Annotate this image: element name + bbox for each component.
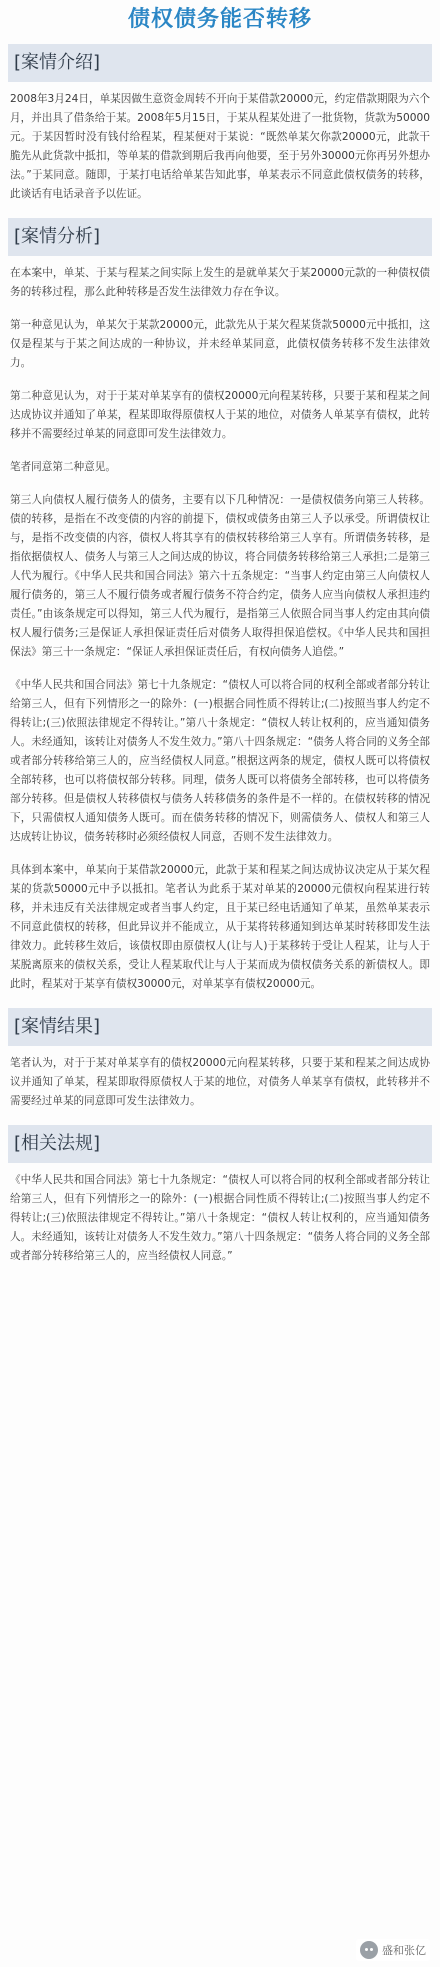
analysis-paragraph: 第三人向债权人履行债务人的债务，主要有以下几种情况：一是债权债务向第三人转移。债的转移，是指在不改变债的内容的前提下，债权或债务由第三人予以承受。所谓债权让与，是指不改变债的内容，债权人将其享有的债权转移给第三人享有。所谓债务转移，是指依据债权人、债务人与第三人之间达成的协议，将合同债务转移给第三人承担;二是第三人代为履行。《中华人民共和国合同法》第六十五条规定：“当事人约定由第三人向债权人履行债务的，第三人不履行债务或者履行债务不符合约定，债务人应当向债权人承担违约责任。”由该条规定可以得知，第三人代为履行，是指第三人依照合同当事人约定由其向债权人履行债务;三是保证人承担保证责任后对债务人取得担保追偿权。《中华人民共和国担保法》第三十一条规定：“保证人承担保证责任后，有权向债务人追偿。”: [10, 494, 430, 658]
analysis-paragraph: 第二种意见认为，对于于某对单某享有的债权20000元向程某转移，只要于某和程某之间达成协议并通知了单某，程某即取得原债权人于某的地位，对债务人单某享有债权，此转移并不需要经过单某的同意即可发生法律效力。: [10, 390, 430, 440]
analysis-paragraph: 笔者同意第二种意见。: [10, 461, 116, 473]
article-title: 债权债务能否转移: [127, 7, 312, 32]
law-paragraph: 《中华人民共和国合同法》第七十九条规定：“债权人可以将合同的权利全部或者部分转让给第三人，但有下列情形之一的除外：(一)根据合同性质不得转让;(二)按照当事人约定不得转让;(三)依照法律规定不得转让。”第八十条规定：“债权人转让权利的，应当通知债务人。未经通知，该转让对债务人不发生效力。”第八十四条规定：“债务人将合同的义务全部或者部分转移给第三人的，应当经债权人同意。”: [10, 1174, 430, 1262]
result-paragraph: 笔者认为，对于于某对单某享有的债权20000元向程某转移，只要于某和程某之间达成协议并通知了单某，程某即取得原债权人于某的地位，对债务人单某享有债权，此转移并不需要经过单某的同意即可发生法律效力。: [10, 1057, 430, 1107]
section-heading-law: [相关法规]: [8, 1125, 432, 1163]
watermark-text: 盛和张亿: [382, 1944, 426, 1957]
analysis-paragraph: 在本案中，单某、于某与程某之间实际上发生的是就单某欠于某20000元款的一种债权债务的转移过程，那么此种转移是否发生法律效力存在争议。: [10, 267, 430, 298]
section-heading-intro: [案情介绍]: [8, 44, 432, 82]
analysis-paragraph: 《中华人民共和国合同法》第七十九条规定：“债权人可以将合同的权利全部或者部分转让给第三人，但有下列情形之一的除外：(一)根据合同性质不得转让;(二)按照当事人约定不得转让;(三)依照法律规定不得转让。”第八十条规定：“债权人转让权利的，应当通知债务人。未经通知，该转让对债务人不发生效力。”第八十四条规定：“债务人将合同的义务全部或者部分转移给第三人的，应当经债权人同意。”根据这两条的规定，债权人既可以将债权全部转移，也可以将债权部分转移。同理，债务人既可以将债务全部转移，也可以将债务部分转移。但是债权人转移债权与债务人转移债务的条件是不一样的。在债权转移的情况下，只需债权人通知债务人既可。而在债务转移的情况下，则需债务人、债权人和第三人达成转让协议，债务转移时必须经债权人同意，否则不发生法律效力。: [10, 679, 430, 843]
section-heading-result: [案情结果]: [8, 1008, 432, 1046]
analysis-paragraph: 第一种意见认为，单某欠于某款20000元，此款先从于某欠程某货款50000元中抵扣，这仅是程某与于某之间达成的一种协议，并未经单某同意，此债权债务转移不发生法律效力。: [10, 319, 430, 369]
section-heading-analysis: [案情分析]: [8, 218, 432, 256]
watermark: [356, 1939, 430, 1961]
wechat-icon: [360, 1941, 378, 1959]
intro-paragraph: 2008年3月24日，单某因做生意资金周转不开向于某借款20000元，约定借款期限为六个月，并出具了借条给于某。2008年5月15日，于某从程某处进了一批货物，货款为50000元。于某因暂时没有钱付给程某，程某便对于某说：“既然单某欠你款20000元，此款干脆先从此货款中抵扣，等单某的借款到期后我再向他要，至于另外30000元你再另外想办法。”于某同意。随即，于某打电话给单某告知此事，单某表示不同意此债权债务的转移，此谈话有电话录音予以佐证。: [10, 93, 430, 200]
analysis-paragraph: 具体到本案中，单某向于某借款20000元，此款于某和程某之间达成协议决定从于某欠程某的货款50000元中予以抵扣。笔者认为此系于某对单某的20000元债权向程某进行转移，并未违反有关法律规定或者当事人约定，且于某已经电话通知了单某，虽然单某表示不同意此债权的转移，但此异议并不能成立，从于某将转移通知到达单某时转移即发生法律效力。此转移生效后，该债权即由原债权人(让与人)于某移转于受让人程某，让与人于某脱离原来的债权关系，受让人程某取代让与人于某而成为债权债务关系的新债权人。即此时，程某对于某享有债权30000元，对单某享有债权20000元。: [10, 864, 430, 990]
